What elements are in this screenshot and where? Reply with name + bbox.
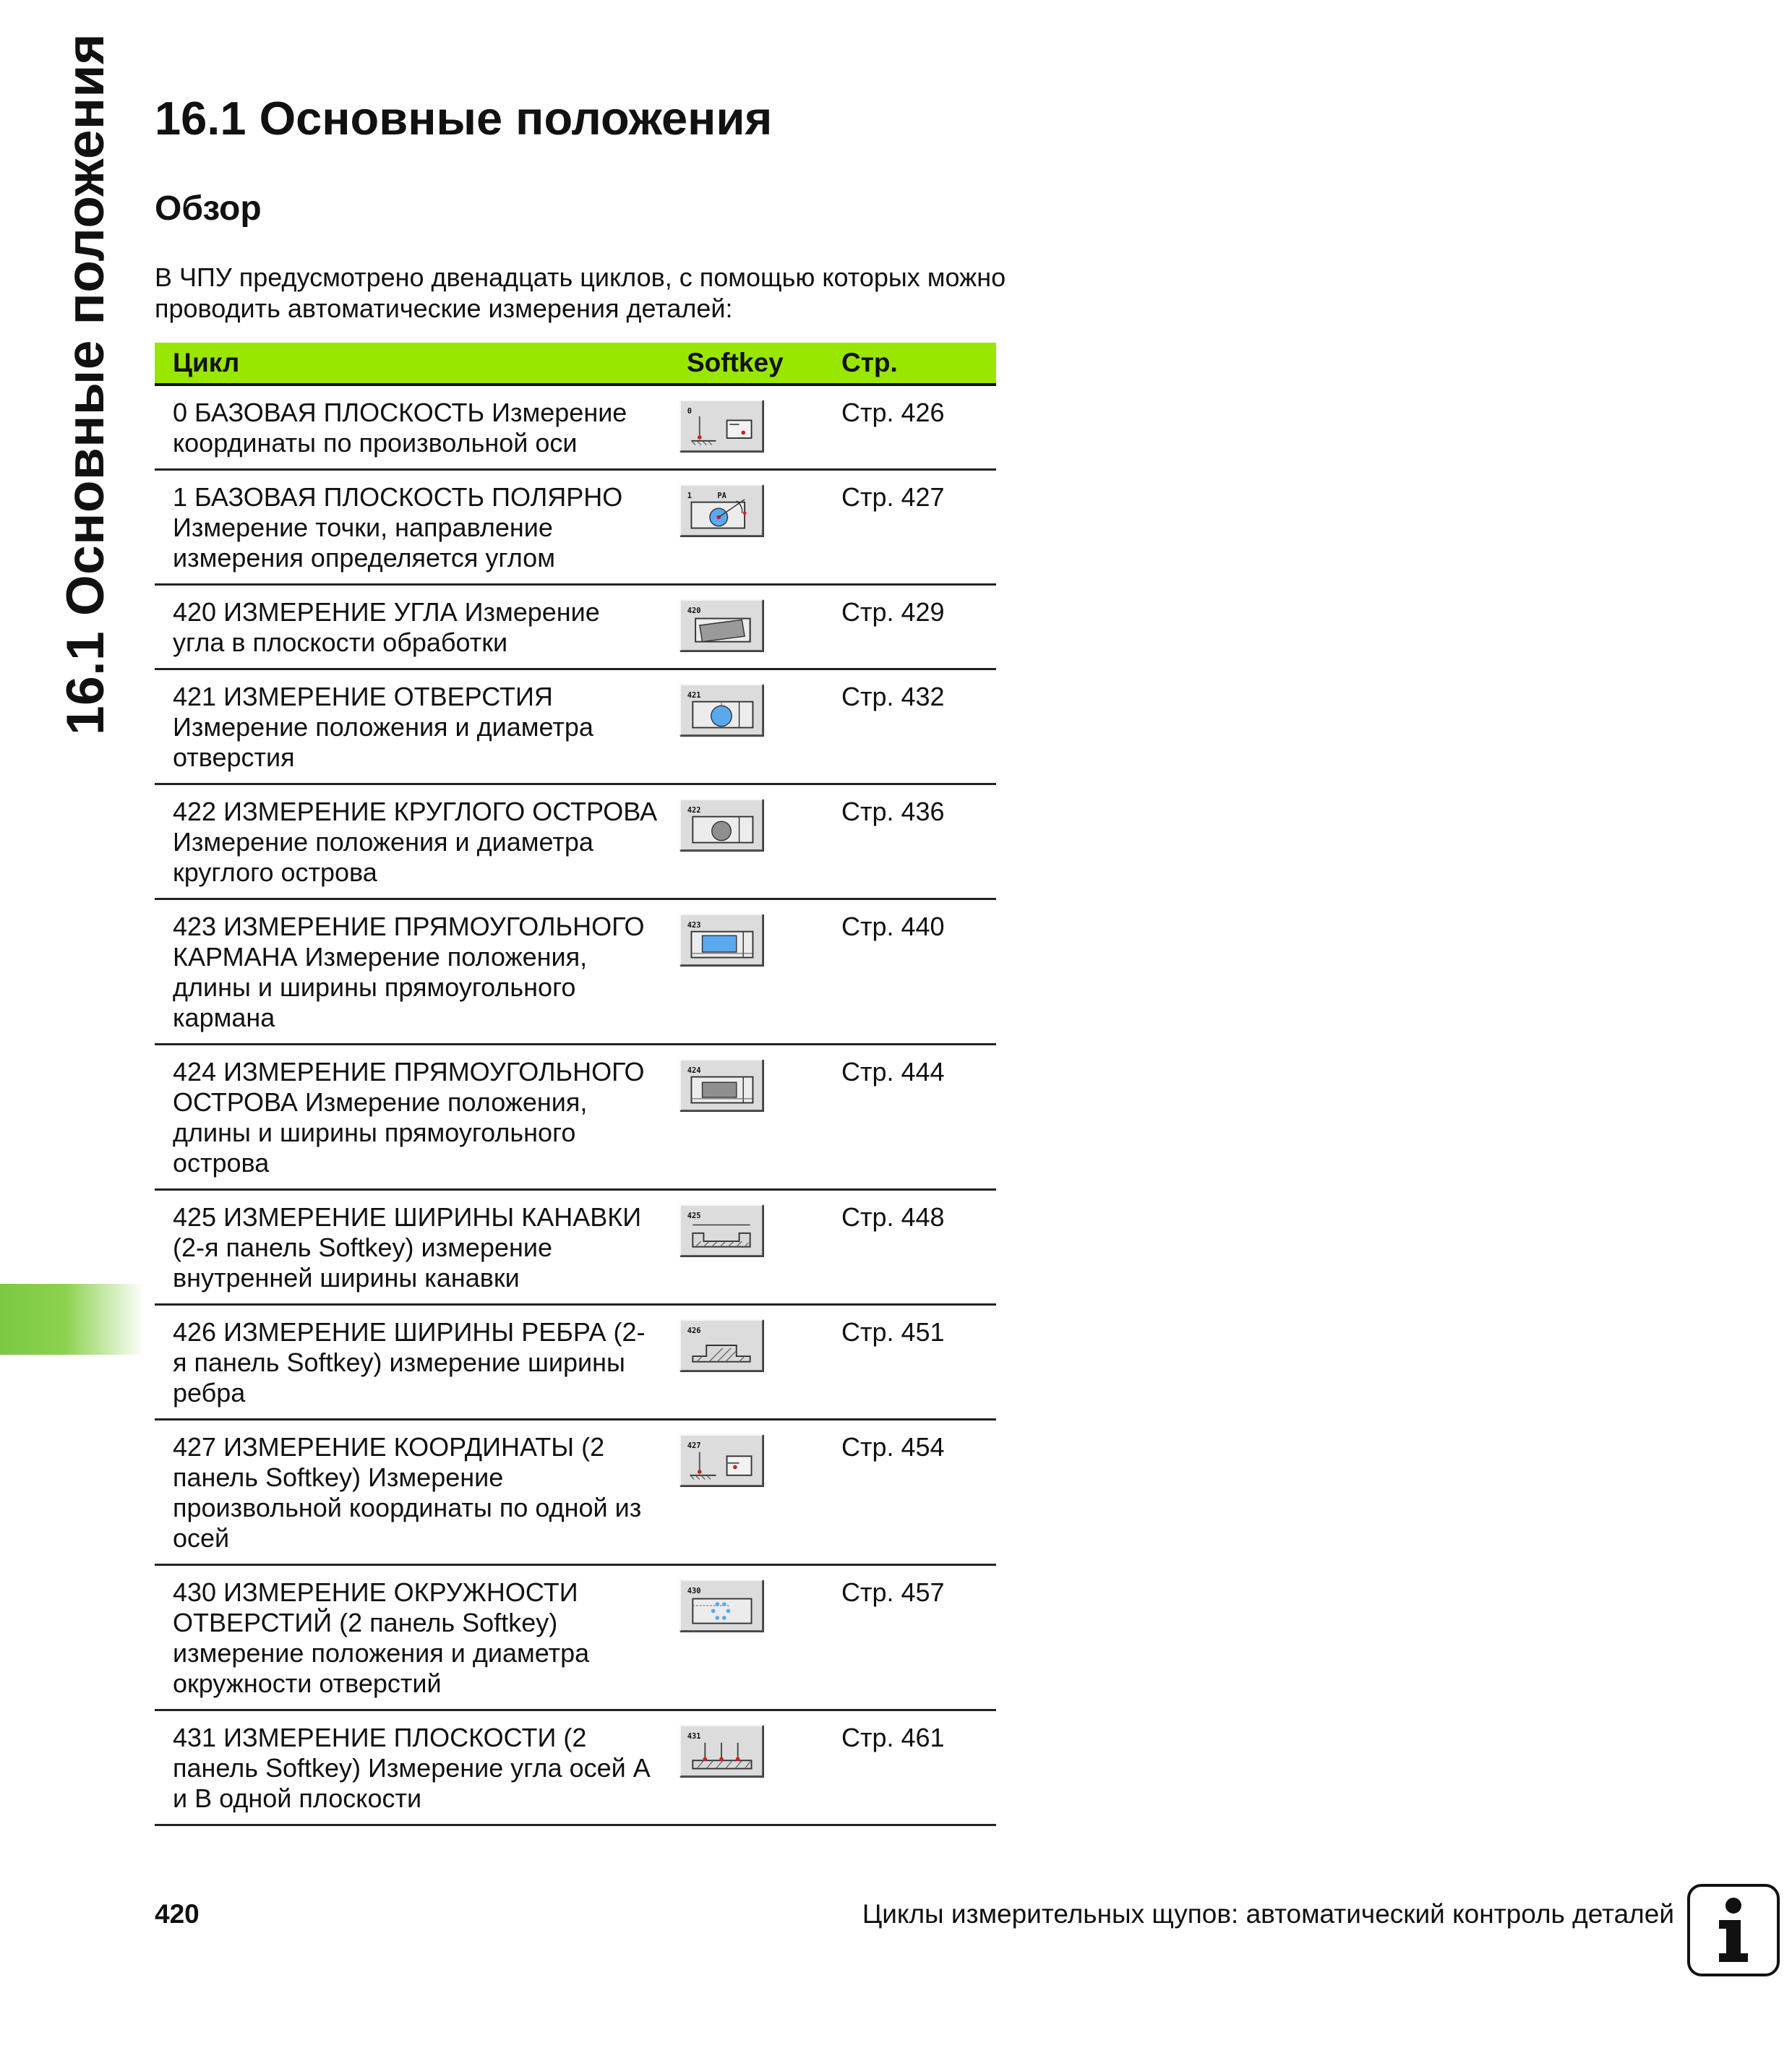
header-cycle: Цикл (173, 348, 240, 377)
page-reference: Стр. 448 (841, 1202, 945, 1232)
softkey-number: 426 (687, 1327, 701, 1335)
softkey-number: 421 (687, 691, 701, 700)
table-row (155, 386, 996, 471)
footer-chapter-title: Циклы измерительных щупов: автоматический контроль деталей (862, 1899, 1674, 1929)
cycle-description: 420 ИЗМЕРЕНИЕ УГЛА Измерение угла в плоскости обработки (173, 597, 600, 657)
cycle-table (155, 343, 996, 1826)
page-reference: Стр. 426 (841, 398, 945, 427)
header-page: Стр. (841, 348, 898, 377)
table-header (155, 343, 996, 386)
softkey-cycle-420[interactable] (679, 599, 763, 651)
softkey-cycle-426[interactable] (679, 1319, 763, 1371)
measure-plane-icon (681, 1726, 762, 1775)
softkey-cycle-0[interactable] (679, 400, 763, 452)
page-reference: Стр. 444 (841, 1057, 945, 1087)
header-softkey: Softkey (687, 348, 784, 377)
softkey-cycle-423[interactable] (679, 914, 763, 966)
intro-paragraph: В ЧПУ предусмотрено двенадцать циклов, с помощью которых можно проводить автоматические измерения деталей: (155, 262, 1006, 323)
cycle-description: 425 ИЗМЕРЕНИЕ ШИРИНЫ КАНАВКИ (2-я панель Softkey) измерение внутренней ширины канавки (173, 1202, 642, 1293)
section-subheading: Обзор (155, 189, 262, 228)
page-reference: Стр. 440 (841, 912, 945, 941)
table-row (155, 1306, 996, 1421)
page-number: 420 (155, 1899, 200, 1929)
page-reference: Стр. 461 (841, 1723, 945, 1752)
measure-rect-stud-icon (681, 1061, 762, 1110)
page-reference: Стр. 429 (841, 597, 945, 627)
softkey-number: 427 (687, 1441, 701, 1450)
table-row (155, 1191, 996, 1306)
table-row (155, 1711, 996, 1826)
chapter-tab-marker (0, 1284, 145, 1355)
table-row (155, 670, 996, 785)
softkey-cycle-427[interactable] (679, 1434, 763, 1486)
table-row (155, 785, 996, 900)
softkey-number: 430 (687, 1587, 701, 1595)
measure-coordinate-icon (681, 1436, 762, 1485)
table-row (155, 1045, 996, 1191)
table-row (155, 586, 996, 670)
page-heading: 16.1 Основные положения (155, 92, 773, 145)
page-reference: Стр. 454 (841, 1432, 945, 1462)
softkey-number: 420 (687, 607, 701, 615)
softkey-cycle-1[interactable] (679, 484, 763, 536)
softkey-number: 423 (687, 921, 701, 930)
polar-reference-plane-icon (681, 486, 762, 535)
measure-bolt-circle-icon (681, 1581, 762, 1630)
cycle-description: 422 ИЗМЕРЕНИЕ КРУГЛОГО ОСТРОВА Измерение положения и диаметра круглого острова (173, 797, 658, 887)
cycle-description: 431 ИЗМЕРЕНИЕ ПЛОСКОСТИ (2 панель Softkey) Измерение угла осей A и B одной плоскости (173, 1723, 649, 1813)
cycle-description: 423 ИЗМЕРЕНИЕ ПРЯМОУГОЛЬНОГО КАРМАНА Измерение положения, длины и ширины прямоугольного кармана (173, 912, 645, 1032)
softkey-number: 422 (687, 806, 701, 815)
softkey-number: 431 (687, 1732, 701, 1741)
measure-angle-icon (681, 601, 762, 650)
cycle-description: 421 ИЗМЕРЕНИЕ ОТВЕРСТИЯ Измерение положения и диаметра отверстия (173, 682, 593, 772)
softkey-number: 0 (687, 407, 693, 416)
side-section-title: 16.1 Основные положения (56, 33, 115, 735)
softkey-cycle-422[interactable] (679, 799, 763, 851)
cycle-description: 427 ИЗМЕРЕНИЕ КООРДИНАТЫ (2 панель Softkey) Измерение произвольной координаты по одной из осей (173, 1432, 642, 1553)
softkey-cycle-424[interactable] (679, 1059, 763, 1111)
page-reference: Стр. 451 (841, 1317, 945, 1347)
table-row (155, 900, 996, 1045)
softkey-cycle-421[interactable] (679, 684, 763, 736)
table-row (155, 471, 996, 586)
table-row (155, 1421, 996, 1566)
measure-rect-pocket-icon (681, 915, 762, 964)
page-reference: Стр. 436 (841, 797, 945, 826)
softkey-number: 424 (687, 1066, 701, 1075)
cycle-description: 1 БАЗОВАЯ ПЛОСКОСТЬ ПОЛЯРНО Измерение точки, направление измерения определяется углом (173, 482, 623, 573)
info-glyph (1690, 1887, 1777, 1974)
softkey-cycle-430[interactable] (679, 1580, 763, 1632)
measure-circular-stud-icon (681, 800, 762, 849)
measure-ridge-width-icon (681, 1321, 762, 1370)
table-row (155, 1566, 996, 1711)
softkey-number: 1 (687, 492, 693, 500)
cycle-description: 424 ИЗМЕРЕНИЕ ПРЯМОУГОЛЬНОГО ОСТРОВА Измерение положения, длины и ширины прямоугольного острова (173, 1057, 645, 1178)
softkey-number: 425 (687, 1212, 701, 1220)
cycle-description: 0 БАЗОВАЯ ПЛОСКОСТЬ Измерение координаты по произвольной оси (173, 398, 627, 458)
reference-plane-icon (681, 401, 762, 450)
page-reference: Стр. 457 (841, 1577, 945, 1607)
measure-slot-width-icon (681, 1206, 762, 1255)
measure-hole-icon (681, 685, 762, 734)
softkey-sublabel: PA (717, 492, 726, 500)
page-reference: Стр. 427 (841, 482, 945, 512)
info-icon[interactable] (1687, 1884, 1780, 1976)
cycle-description: 430 ИЗМЕРЕНИЕ ОКРУЖНОСТИ ОТВЕРСТИЙ (2 панель Softkey) измерение положения и диаметра окружности отверстий (173, 1577, 590, 1698)
softkey-cycle-431[interactable] (679, 1725, 763, 1777)
cycle-description: 426 ИЗМЕРЕНИЕ ШИРИНЫ РЕБРА (2-я панель Softkey) измерение ширины ребра (173, 1317, 646, 1408)
softkey-cycle-425[interactable] (679, 1204, 763, 1256)
page-reference: Стр. 432 (841, 682, 945, 711)
